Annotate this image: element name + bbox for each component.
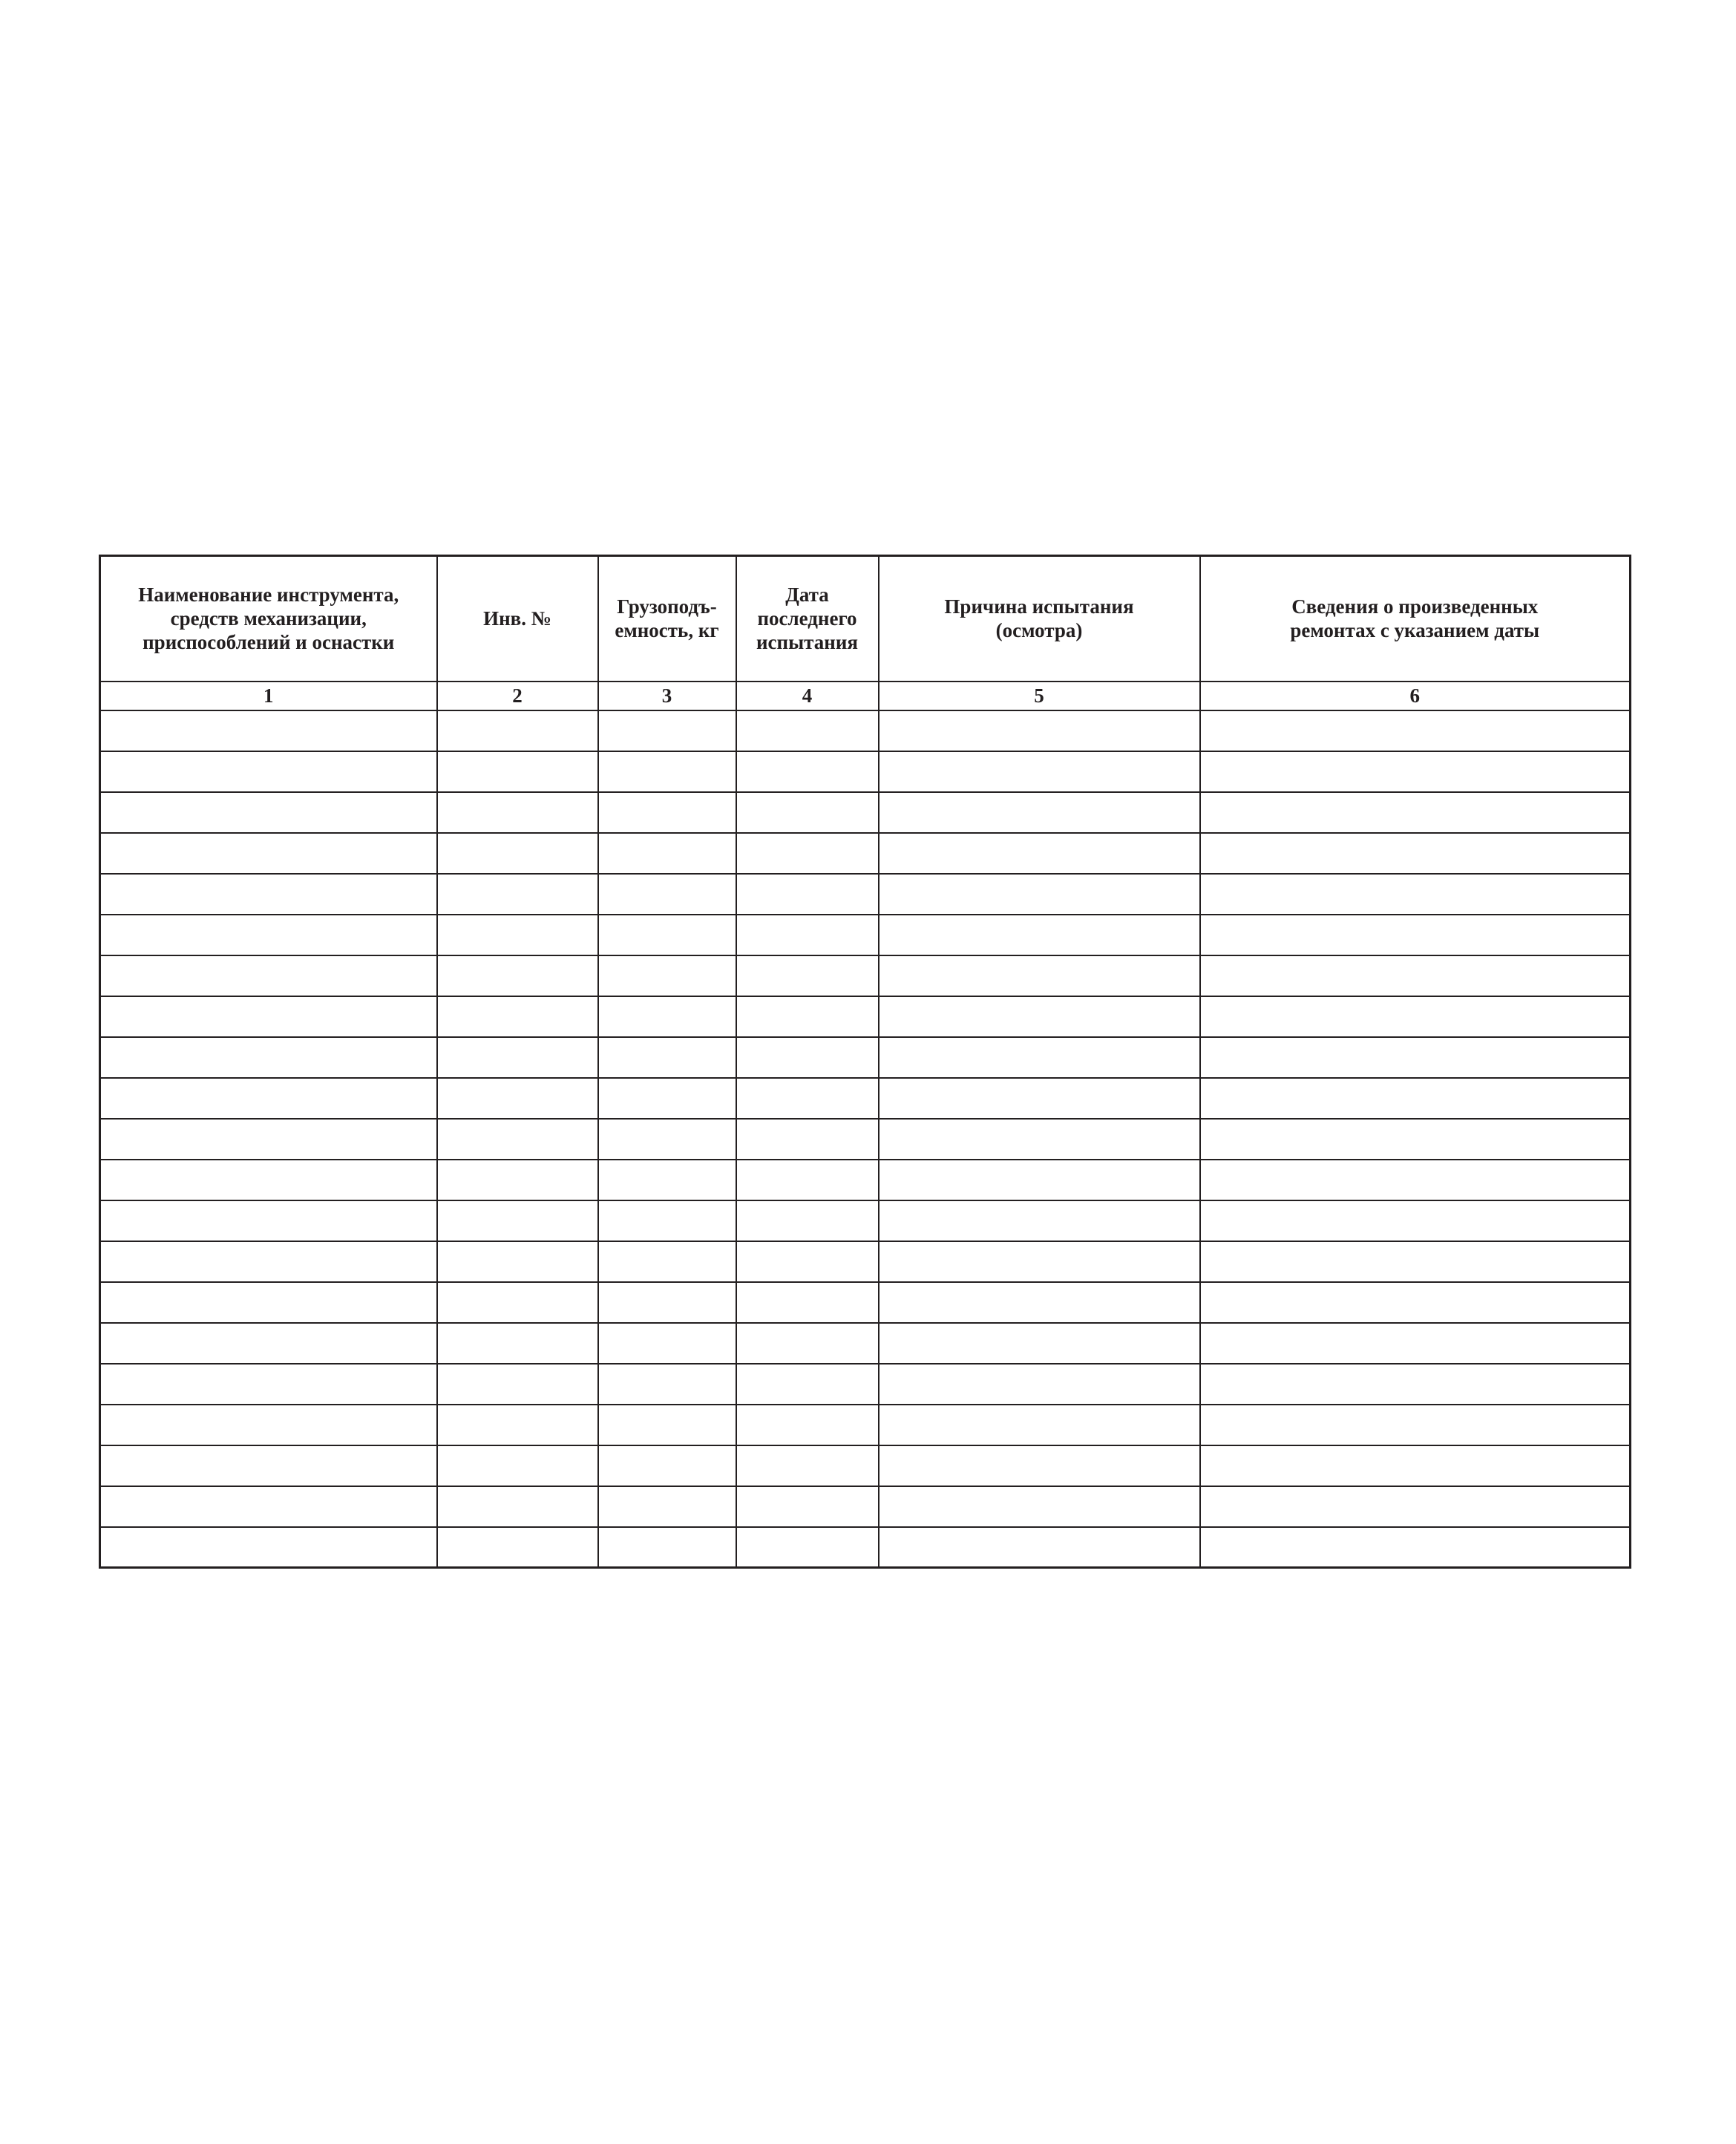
table-cell xyxy=(100,955,437,996)
table-cell xyxy=(100,1323,437,1364)
table-row xyxy=(100,915,1631,955)
table-cell xyxy=(1200,1160,1631,1200)
table-cell xyxy=(100,1364,437,1405)
column-number: 2 xyxy=(437,682,598,710)
table-cell xyxy=(1200,710,1631,751)
table-row xyxy=(100,1486,1631,1527)
table-cell xyxy=(437,1282,598,1323)
table-cell xyxy=(100,751,437,792)
table-cell xyxy=(736,1323,879,1364)
table-cell xyxy=(1200,1037,1631,1078)
column-number: 1 xyxy=(100,682,437,710)
table-cell xyxy=(736,1160,879,1200)
table-cell xyxy=(437,1405,598,1445)
column-number: 3 xyxy=(598,682,736,710)
table-cell xyxy=(879,874,1200,915)
table-cell xyxy=(1200,1078,1631,1119)
column-number: 5 xyxy=(879,682,1200,710)
table-row xyxy=(100,1119,1631,1160)
table-cell xyxy=(598,1405,736,1445)
table-cell xyxy=(437,996,598,1037)
table-cell xyxy=(736,915,879,955)
column-header-repair-info: Сведения о произведенных ремонтах с указанием даты xyxy=(1200,556,1631,682)
table-cell xyxy=(879,955,1200,996)
table-cell xyxy=(437,915,598,955)
table-cell xyxy=(1200,955,1631,996)
table-cell xyxy=(437,1078,598,1119)
table-cell xyxy=(437,751,598,792)
table-cell xyxy=(437,1364,598,1405)
table-cell xyxy=(736,792,879,833)
table-cell xyxy=(100,1037,437,1078)
table-row xyxy=(100,833,1631,874)
table-cell xyxy=(437,710,598,751)
table-row xyxy=(100,996,1631,1037)
column-header-inventory-number: Инв. № xyxy=(437,556,598,682)
table-cell xyxy=(736,1119,879,1160)
table-cell xyxy=(1200,996,1631,1037)
table-cell xyxy=(736,955,879,996)
table-cell xyxy=(1200,1282,1631,1323)
table-row xyxy=(100,1527,1631,1568)
table-cell xyxy=(1200,1119,1631,1160)
table-cell xyxy=(437,833,598,874)
table-row xyxy=(100,1037,1631,1078)
table-row xyxy=(100,1160,1631,1200)
table-cell xyxy=(879,1241,1200,1282)
table-cell xyxy=(598,1037,736,1078)
table-row xyxy=(100,1323,1631,1364)
table-cell xyxy=(879,710,1200,751)
table-cell xyxy=(598,1282,736,1323)
column-number-row xyxy=(100,682,1631,710)
table-cell xyxy=(437,1445,598,1486)
table-cell xyxy=(736,1200,879,1241)
table-cell xyxy=(598,955,736,996)
table-cell xyxy=(736,1282,879,1323)
table-cell xyxy=(437,1323,598,1364)
table-cell xyxy=(736,1405,879,1445)
table-cell xyxy=(100,1282,437,1323)
table-cell xyxy=(598,1119,736,1160)
column-header-load-capacity: Грузоподъ- емность, кг xyxy=(598,556,736,682)
table-cell xyxy=(100,1160,437,1200)
table-cell xyxy=(100,1486,437,1527)
table-cell xyxy=(437,1486,598,1527)
table-cell xyxy=(879,833,1200,874)
table-cell xyxy=(1200,915,1631,955)
table-cell xyxy=(879,1200,1200,1241)
table-cell xyxy=(1200,792,1631,833)
table-row xyxy=(100,955,1631,996)
table-cell xyxy=(879,1037,1200,1078)
table-cell xyxy=(100,1445,437,1486)
table-cell xyxy=(598,833,736,874)
table-cell xyxy=(437,1037,598,1078)
column-header-last-test-date: Дата последнего испытания xyxy=(736,556,879,682)
column-number: 4 xyxy=(736,682,879,710)
table-cell xyxy=(879,1486,1200,1527)
table-cell xyxy=(100,833,437,874)
table-cell xyxy=(100,915,437,955)
table-cell xyxy=(1200,1200,1631,1241)
table-cell xyxy=(879,751,1200,792)
table-cell xyxy=(879,1160,1200,1200)
table-row xyxy=(100,1364,1631,1405)
table-cell xyxy=(879,1323,1200,1364)
table-cell xyxy=(437,1527,598,1568)
table-cell xyxy=(736,1486,879,1527)
table-cell xyxy=(736,1241,879,1282)
table-cell xyxy=(100,1078,437,1119)
table-cell xyxy=(879,996,1200,1037)
table-row xyxy=(100,1241,1631,1282)
table-cell xyxy=(879,1405,1200,1445)
table-row xyxy=(100,1445,1631,1486)
header-row xyxy=(100,556,1631,682)
table-cell xyxy=(879,915,1200,955)
table-cell xyxy=(598,1078,736,1119)
table-cell xyxy=(879,792,1200,833)
table-cell xyxy=(100,1527,437,1568)
journal-table xyxy=(99,555,1631,1569)
table-row xyxy=(100,710,1631,751)
table-cell xyxy=(100,710,437,751)
column-header-name: Наименование инструмента, средств механизации, приспособлений и оснастки xyxy=(100,556,437,682)
table-cell xyxy=(598,1527,736,1568)
table-cell xyxy=(598,1445,736,1486)
table-cell xyxy=(598,1364,736,1405)
table-cell xyxy=(736,1037,879,1078)
table-cell xyxy=(1200,1445,1631,1486)
table-body xyxy=(100,710,1631,1568)
column-number: 6 xyxy=(1200,682,1631,710)
table-cell xyxy=(100,874,437,915)
table-cell xyxy=(1200,751,1631,792)
table-cell xyxy=(736,1078,879,1119)
table-cell xyxy=(598,751,736,792)
table-row xyxy=(100,792,1631,833)
table-cell xyxy=(1200,1364,1631,1405)
table-cell xyxy=(736,996,879,1037)
table-cell xyxy=(879,1445,1200,1486)
table-cell xyxy=(736,1445,879,1486)
table-cell xyxy=(598,710,736,751)
table-cell xyxy=(598,1323,736,1364)
table-row xyxy=(100,751,1631,792)
table-cell xyxy=(437,874,598,915)
table-cell xyxy=(736,1364,879,1405)
table-cell xyxy=(100,792,437,833)
table-cell xyxy=(100,1200,437,1241)
table-cell xyxy=(437,792,598,833)
table-cell xyxy=(879,1282,1200,1323)
table-cell xyxy=(879,1119,1200,1160)
table-cell xyxy=(879,1364,1200,1405)
table-cell xyxy=(598,1486,736,1527)
table-cell xyxy=(437,1119,598,1160)
table-cell xyxy=(1200,1527,1631,1568)
table-cell xyxy=(437,1200,598,1241)
table-cell xyxy=(736,710,879,751)
table-cell xyxy=(1200,833,1631,874)
table-cell xyxy=(437,955,598,996)
table-cell xyxy=(1200,1486,1631,1527)
table-cell xyxy=(736,1527,879,1568)
table-cell xyxy=(879,1527,1200,1568)
table-cell xyxy=(598,1160,736,1200)
table-row xyxy=(100,874,1631,915)
table-cell xyxy=(598,915,736,955)
table-cell xyxy=(736,751,879,792)
table-cell xyxy=(598,1200,736,1241)
table-cell xyxy=(598,1241,736,1282)
table-cell xyxy=(1200,874,1631,915)
table-cell xyxy=(437,1160,598,1200)
table-row xyxy=(100,1078,1631,1119)
table-cell xyxy=(598,792,736,833)
table-cell xyxy=(736,833,879,874)
table-cell xyxy=(598,874,736,915)
table-cell xyxy=(598,996,736,1037)
table-cell xyxy=(100,996,437,1037)
table-cell xyxy=(437,1241,598,1282)
table-cell xyxy=(1200,1405,1631,1445)
table-cell xyxy=(1200,1241,1631,1282)
table-row xyxy=(100,1405,1631,1445)
table-row xyxy=(100,1200,1631,1241)
table-cell xyxy=(879,1078,1200,1119)
column-header-test-reason: Причина испытания (осмотра) xyxy=(879,556,1200,682)
table-cell xyxy=(100,1119,437,1160)
table-cell xyxy=(100,1241,437,1282)
table-cell xyxy=(736,874,879,915)
table-cell xyxy=(100,1405,437,1445)
table-row xyxy=(100,1282,1631,1323)
table-cell xyxy=(1200,1323,1631,1364)
